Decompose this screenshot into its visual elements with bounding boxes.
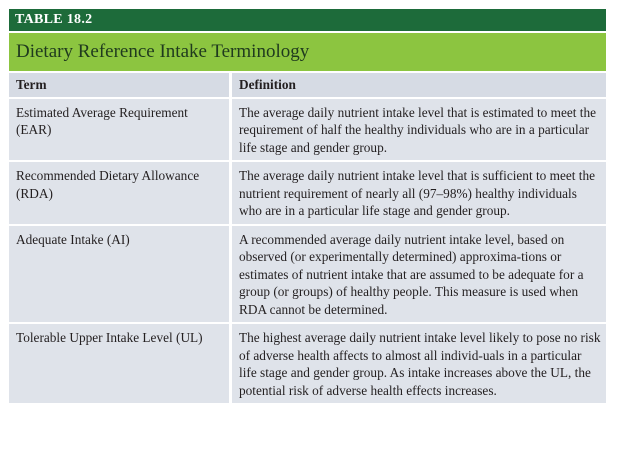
- term-cell: Recommended Dietary Allowance (RDA): [9, 162, 232, 226]
- table-row: [9, 162, 606, 226]
- table-title: Dietary Reference Intake Terminology: [9, 33, 606, 73]
- header-term: Term: [9, 73, 232, 99]
- definition-cell: The highest average daily nutrient intake level likely to pose no risk of adverse health affects to almost all individ-uals in a particular life stage and gender group. As intake increases above the UL, the potential risk of adverse health effects increases.: [232, 324, 606, 405]
- terminology-table: [9, 73, 606, 405]
- term-cell: Adequate Intake (AI): [9, 226, 232, 325]
- reference-table: [9, 9, 606, 405]
- table-row: [9, 99, 606, 163]
- header-definition: Definition: [232, 73, 606, 99]
- definition-cell: The average daily nutrient intake level that is sufficient to meet the nutrient requirement of nearly all (97–98%) healthy individuals who are in a particular life stage and gender group.: [232, 162, 606, 226]
- term-cell: Estimated Average Requirement (EAR): [9, 99, 232, 163]
- definition-cell: The average daily nutrient intake level that is estimated to meet the requirement of half the healthy individuals who are in a particular life stage and gender group.: [232, 99, 606, 163]
- term-cell: Tolerable Upper Intake Level (UL): [9, 324, 232, 405]
- table-row: [9, 324, 606, 405]
- definition-cell: A recommended average daily nutrient intake level, based on observed (or experimentally determined) approxima-tions or estimates of nutrient intake that are assumed to be adequate for a group (or groups) of healthy people. This measure is used when RDA cannot be determined.: [232, 226, 606, 325]
- table-row: [9, 226, 606, 325]
- header-row: [9, 73, 606, 99]
- table-label: TABLE 18.2: [9, 9, 606, 33]
